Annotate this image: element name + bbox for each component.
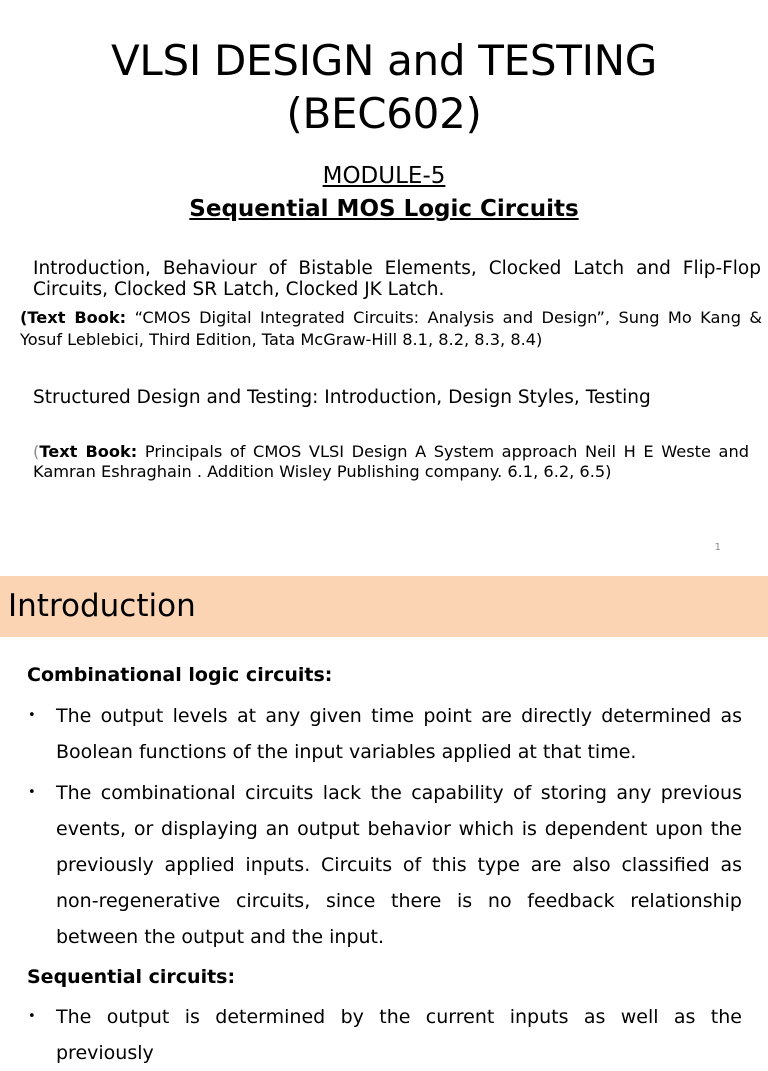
- slide-number: 1: [714, 542, 721, 553]
- bullet-marker: •: [28, 785, 36, 800]
- title-line-2: (BEC602): [286, 89, 482, 138]
- topics-paragraph-2: Structured Design and Testing: Introduction, Design Styles, Testing: [33, 387, 651, 408]
- topics-paragraph-1: Introduction, Behaviour of Bistable Elements, Clocked Latch and Flip-Flop Circuits, Clocked SR Latch, Clocked JK Latch.: [33, 258, 761, 300]
- textbook-1-body: “CMOS Digital Integrated Circuits: Analysis and Design”, Sung Mo Kang & Yosuf Leblebici, Third Edition, Tata McGraw-Hill 8.1, 8.2, 8.3, 8.4): [20, 308, 762, 349]
- combinational-heading: Combinational logic circuits:: [27, 664, 333, 686]
- title-line-1: VLSI DESIGN and TESTING: [110, 36, 658, 85]
- section-title: Introduction: [8, 588, 196, 624]
- bullet-marker: •: [28, 1009, 36, 1024]
- textbook-2-paren: (: [33, 442, 40, 461]
- textbook-2-body: Principals of CMOS VLSI Design A System approach Neil H E Weste and Kamran Eshraghain . Addition Wisley Publishing company. 6.1, 6.2, 6.5): [33, 442, 749, 481]
- bullet-item-3: The output is determined by the current inputs as well as the previously: [56, 1006, 742, 1064]
- textbook-2-prefix: Text Book:: [39, 442, 138, 461]
- module-label: MODULE-5: [322, 163, 446, 189]
- textbook-reference-2: [33, 442, 749, 482]
- bullet-item-1: The output levels at any given time point are directly determined as Boolean functions of the input variables applied at that time.: [56, 705, 742, 763]
- textbook-1-prefix: (Text Book:: [20, 308, 127, 327]
- module-subtitle: Sequential MOS Logic Circuits: [189, 196, 579, 222]
- slide-title: [0, 34, 768, 140]
- sequential-heading: Sequential circuits:: [27, 966, 236, 988]
- bullet-item-2: The combinational circuits lack the capability of storing any previous events, or displaying an output behavior which is dependent upon the previously applied inputs. Circuits of this type are also classified as non-regenerative circuits, since there is no feedback relationship between the output and the input.: [56, 782, 742, 948]
- section-banner: [0, 576, 768, 637]
- textbook-reference-1: [20, 307, 762, 351]
- bullet-marker: •: [28, 708, 36, 723]
